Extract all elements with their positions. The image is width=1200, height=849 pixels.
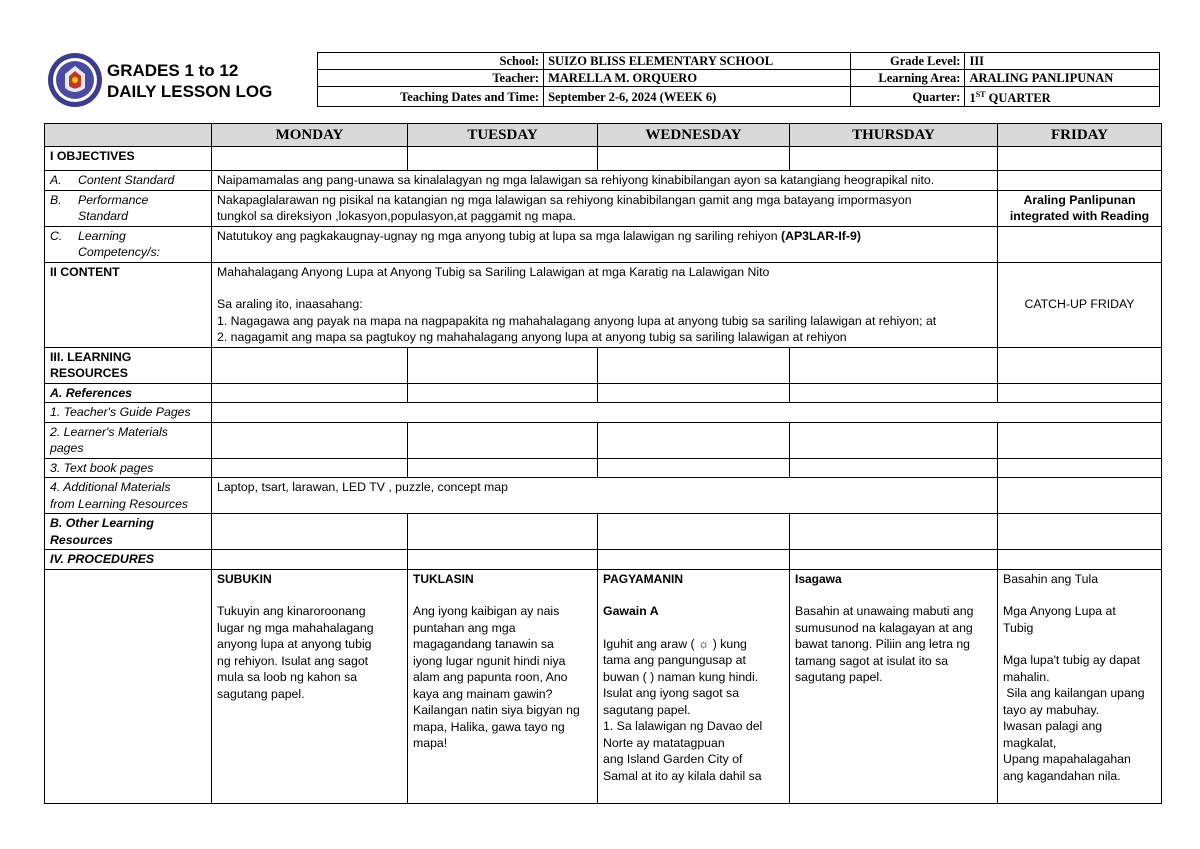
lesson-log-table [44, 123, 1162, 804]
learners-materials-label: 2. Learner's Materials pages [45, 422, 212, 458]
wednesday-procedure: PAGYAMANIN Gawain A Iguhit ang araw ( ☼ ) kung tama ang pangungusap at buwan ( ) naman kung hindi. Isulat ang iyong sagot sa sagutang papel. 1. Sa lalawigan ng Davao del Norte ay matatagpuan ang Island Garden City of Samal at ito ay kilala dahil sa [598, 569, 790, 803]
content-standard-row [45, 171, 1162, 191]
content-standard-text: Naipamamalas ang pang-unawa sa kinalalagyan ng mga lalawigan sa rehiyong kinabibilangan ayon sa katangiang heograpikal nito. [212, 171, 998, 191]
quarter-suffix: ST [975, 90, 986, 99]
learners-materials-row [45, 422, 1162, 458]
friday-procedure: Basahin ang Tula Mga Anyong Lupa at Tubig Mga lupa't tubig ay dapat mahalin. Sila ang kailangan upang tayo ay mabuhay. Iwasan palagi ang magkalat, Upang mapahalagahan ang kagandahan nila. [998, 569, 1162, 803]
additional-materials-label: 4. Additional Materials from Learning Resources [45, 478, 212, 514]
teaching-dates-label: Teaching Dates and Time: [318, 87, 544, 107]
header-info-table [317, 52, 1160, 107]
teachers-guide-label: 1. Teacher's Guide Pages [45, 403, 212, 423]
deped-seal-icon [47, 52, 103, 108]
competency-code: (AP3LAR-If-9) [780, 228, 861, 243]
procedures-label: IV. PROCEDURES [45, 550, 212, 570]
quarter-label: Quarter: [851, 87, 965, 107]
quarter-text: QUARTER [985, 91, 1051, 106]
learning-resources-row [45, 347, 1162, 383]
learning-resources-label: III. LEARNING RESOURCES [45, 347, 212, 383]
catch-up-friday: CATCH-UP FRIDAY [998, 262, 1162, 347]
content-label: II CONTENT [45, 262, 212, 347]
lesson-log-header [45, 50, 1160, 108]
school-label: School: [318, 53, 544, 70]
thursday-procedure: Isagawa Basahin at unawaing mabuti ang sumusunod na kalagayan at ang bawat tanong. Piliin ang letra ng tamang sagot at isulat ito sa sagutang papel. [790, 569, 998, 803]
day-tuesday: TUESDAY [408, 124, 598, 147]
teacher-value: MARELLA M. ORQUERO [544, 70, 851, 87]
day-header-row [45, 124, 1162, 147]
log-title-line-2: DAILY LESSON LOG [107, 82, 273, 101]
competency-text: Natutukoy ang pagkakaugnay-ugnay ng mga anyong tubig at lupa sa mga lalawigan ng sariling rehiyon (AP3LAR-If-9) [212, 226, 998, 262]
teaching-dates-value: September 2-6, 2024 (WEEK 6) [544, 87, 851, 107]
learning-area-label: Learning Area: [851, 70, 965, 87]
friday-integrated-note: Araling Panlipunan integrated with Reading [998, 190, 1162, 226]
performance-standard-label: B. Performance Standard [45, 190, 212, 226]
additional-materials-row [45, 478, 1162, 514]
log-title-line-1: GRADES 1 to 12 [107, 61, 239, 80]
log-title [107, 60, 272, 102]
performance-standard-text: Nakapaglalarawan ng pisikal na katangian ng mga lalawigan sa rehiyong kinabibilangan gamit ang mga batayang impormasyon tungkol sa direksiyon ,lokasyon,populasyon,at paggamit ng mapa. [212, 190, 998, 226]
textbook-row [45, 458, 1162, 478]
day-friday: FRIDAY [998, 124, 1162, 147]
other-resources-label: B. Other Learning Resources [45, 514, 212, 550]
additional-materials-text: Laptop, tsart, larawan, LED TV , puzzle, concept map [212, 478, 998, 514]
teachers-guide-row [45, 403, 1162, 423]
references-row [45, 383, 1162, 403]
grade-value: III [965, 53, 1160, 70]
performance-standard-row [45, 190, 1162, 226]
procedures-row [45, 550, 1162, 570]
monday-procedure: SUBUKIN Tukuyin ang kinaroroonang lugar ng mga mahahalagang anyong lupa at anyong tubig ng rehiyon. Isulat ang sagot mula sa loob ng kahon sa sagutang papel. [212, 569, 408, 803]
objectives-label: I OBJECTIVES [45, 147, 212, 171]
content-row [45, 262, 1162, 347]
procedures-content-row [45, 569, 1162, 803]
competency-label: C. Learning Competency/s: [45, 226, 212, 262]
tuesday-procedure: TUKLASIN Ang iyong kaibigan ay nais puntahan ang mga magagandang tanawin sa iyong lugar ngunit hindi niya alam ang papunta roon, Ano kaya ang mainam gawin? Kailangan natin siya bigyan ng mapa, Halika, gawa tayo ng mapa! [408, 569, 598, 803]
content-standard-label: A. Content Standard [45, 171, 212, 191]
objectives-row [45, 147, 1162, 171]
textbook-label: 3. Text book pages [45, 458, 212, 478]
school-value: SUIZO BLISS ELEMENTARY SCHOOL [544, 53, 851, 70]
teacher-label: Teacher: [318, 70, 544, 87]
day-monday: MONDAY [212, 124, 408, 147]
content-text: Mahahalagang Anyong Lupa at Anyong Tubig sa Sariling Lalawigan at mga Karatig na Lalawigan Nito Sa araling ito, inaasahang: 1. Nagagawa ang payak na mapa na nagpapakita ng mahahalagang anyong lupa at anyong tubig sa sariling lalawigan at rehiyon; at 2. nagagamit ang mapa sa pagtukoy ng mahahalagang anyong lupa at anyong tubig sa sariling lalawigan at rehiyon [212, 262, 998, 347]
quarter-number: 1 [969, 91, 976, 106]
corner-cell [45, 124, 212, 147]
day-thursday: THURSDAY [790, 124, 998, 147]
other-resources-row [45, 514, 1162, 550]
grade-label: Grade Level: [851, 53, 965, 70]
references-label: A. References [45, 383, 212, 403]
competency-row [45, 226, 1162, 262]
learning-area-value: ARALING PANLIPUNAN [965, 70, 1160, 87]
quarter-value [965, 87, 1160, 107]
day-wednesday: WEDNESDAY [598, 124, 790, 147]
